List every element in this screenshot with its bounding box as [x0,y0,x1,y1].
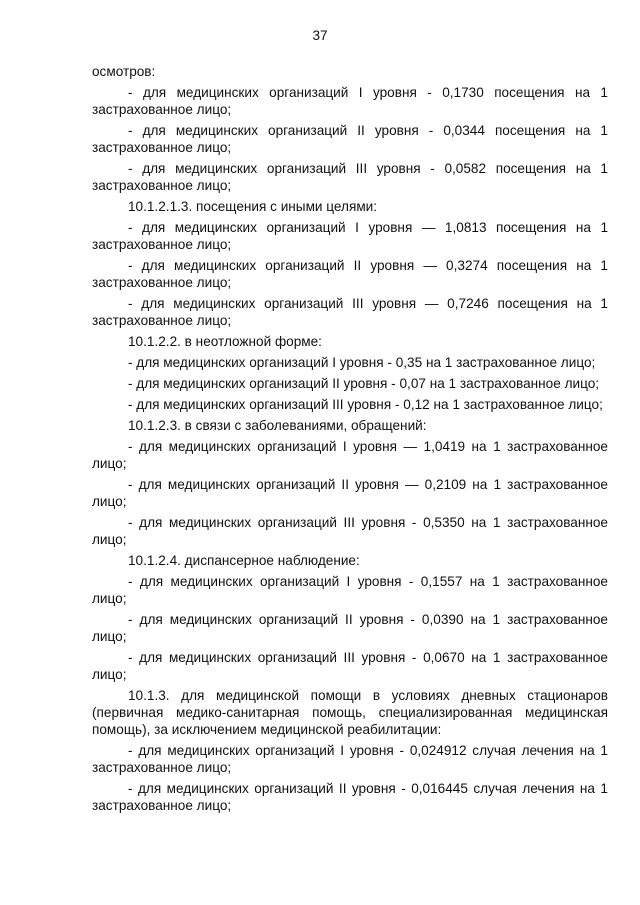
list-item: - для медицинских организаций I уровня - 0,1557 на 1 застрахованное лицо; [92,574,608,606]
list-item: - для медицинских организаций III уровня — 0,7246 посещения на 1 застрахованное лицо; [92,296,608,328]
list-item: - для медицинских организаций II уровня - 0,0344 посещения на 1 застрахованное лицо; [92,123,608,155]
section-heading: 10.1.2.1.3. посещения с иными целями: [128,199,378,214]
list-item: - для медицинских организаций II уровня - 0,016445 случая лечения на 1 застрахованное лицо; [92,781,608,813]
section-heading: 10.1.2.2. в неотложной форме: [128,334,322,349]
list-item: - для медицинских организаций III уровня - 0,5350 на 1 застрахованное лицо; [92,515,608,547]
section-heading: 10.1.2.4. диспансерное наблюдение: [128,553,360,568]
list-item: - для медицинских организаций I уровня - 0,35 на 1 застрахованное лицо; [128,355,596,370]
section-heading: 10.1.3. для медицинской помощи в условиях дневных стационаров (первичная медико-санитарная помощь, специализированная медицинская помощь), за исключением медицинской реабилитации: [92,688,608,737]
list-item: - для медицинских организаций II уровня — 0,3274 посещения на 1 застрахованное лицо; [92,258,608,290]
list-item: - для медицинских организаций I уровня - 0,024912 случая лечения на 1 застрахованное лицо; [92,743,608,775]
section-heading: 10.1.2.3. в связи с заболеваниями, обращений: [128,418,427,433]
page-number: 37 [312,28,328,43]
document-body [92,63,608,818]
list-item: - для медицинских организаций III уровня - 0,12 на 1 застрахованное лицо; [128,397,603,412]
list-item: - для медицинских организаций III уровня - 0,0670 на 1 застрахованное лицо; [92,650,608,682]
list-item: - для медицинских организаций I уровня - 0,1730 посещения на 1 застрахованное лицо; [92,85,608,117]
list-item: - для медицинских организаций I уровня — 1,0419 на 1 застрахованное лицо; [92,439,608,471]
list-item: - для медицинских организаций II уровня - 0,0390 на 1 застрахованное лицо; [92,612,608,644]
paragraph-continuation: осмотров: [92,64,156,79]
list-item: - для медицинских организаций III уровня - 0,0582 посещения на 1 застрахованное лицо; [92,161,608,193]
list-item: - для медицинских организаций II уровня — 0,2109 на 1 застрахованное лицо; [92,477,608,509]
list-item: - для медицинских организаций II уровня - 0,07 на 1 застрахованное лицо; [128,376,600,391]
list-item: - для медицинских организаций I уровня — 1,0813 посещения на 1 застрахованное лицо; [92,220,608,252]
